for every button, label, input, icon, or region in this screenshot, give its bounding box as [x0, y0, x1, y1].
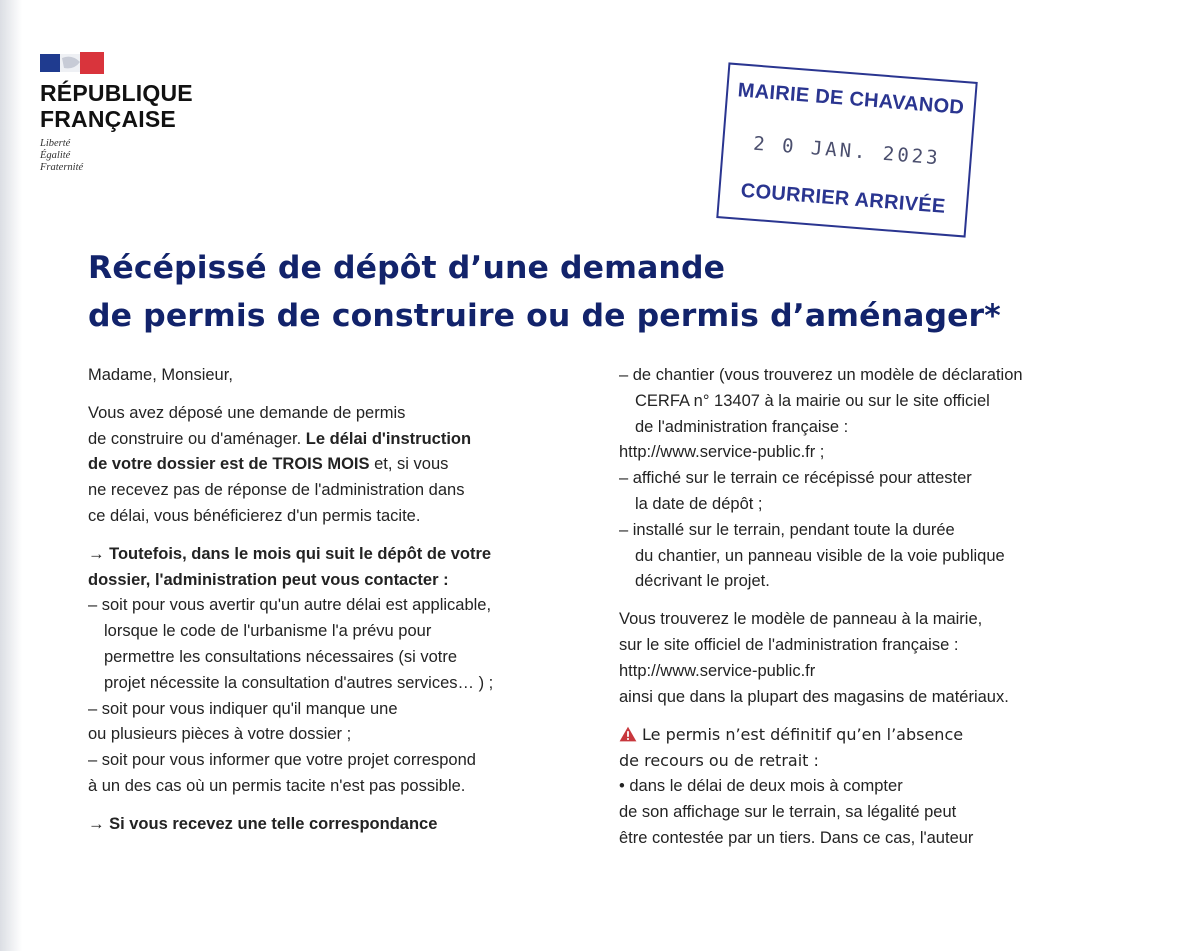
list-item: la date de dépôt ;: [635, 494, 763, 513]
devise-liberte: Liberté: [40, 138, 71, 149]
list-item: – soit pour vous avertir qu'un autre délai est applicable,: [88, 596, 492, 615]
url-text: http://www.service-public.fr: [619, 661, 816, 680]
p2-line: Vous trouverez le modèle de panneau à la mairie,: [619, 610, 983, 629]
devise-egalite: Égalité: [40, 150, 71, 161]
p1-line: ce délai, vous bénéficierez d'un permis tacite.: [88, 506, 421, 525]
list-item: – de chantier (vous trouverez un modèle de déclaration: [619, 366, 1023, 384]
republique-line2: FRANÇAISE: [40, 106, 176, 132]
list-item: permettre les consultations nécessaires (si votre: [104, 647, 458, 666]
bullet-item: • dans le délai de deux mois à compter: [619, 776, 903, 795]
list-item: ou plusieurs pièces à votre dossier ;: [88, 725, 352, 744]
delai-bold: de votre dossier est de TROIS MOIS: [88, 455, 370, 474]
right-column: [619, 363, 1179, 851]
bullet-item: être contestée par un tiers. Dans ce cas, l'auteur: [619, 828, 974, 847]
list-item: du chantier, un panneau visible de la voie publique: [635, 546, 1005, 565]
warning-line: de recours ou de retrait :: [619, 751, 819, 771]
list-item: projet nécessite la consultation d'autres services… ) ;: [104, 673, 494, 692]
p1-line: Vous avez déposé une demande de permis: [88, 403, 406, 422]
list-item: de l'administration française :: [635, 417, 849, 436]
list-item: lorsque le code de l'urbanisme l'a prévu pour: [104, 622, 432, 641]
list-item: – soit pour vous indiquer qu'il manque une: [88, 699, 398, 718]
warning-triangle-icon: [619, 726, 637, 742]
p1-line: de votre dossier est de TROIS MOIS et, si vous: [88, 455, 449, 474]
list-item: – installé sur le terrain, pendant toute la durée: [619, 520, 955, 539]
scan-edge-shadow: [0, 0, 22, 951]
devise-fraternite: Fraternité: [40, 162, 84, 173]
stamp-mairie-name: MAIRIE DE CHAVANOD: [737, 79, 965, 120]
stamp-courrier: COURRIER ARRIVÉE: [739, 179, 947, 218]
title-line2: de permis de construire ou de permis d’aménager*: [88, 298, 1001, 334]
p3-heading: → Si vous recevez une telle correspondance: [88, 814, 438, 833]
p2-line: ainsi que dans la plupart des magasins de matériaux.: [619, 687, 1009, 706]
url-text: http://www.service-public.fr ;: [619, 443, 825, 462]
p1-line: ne recevez pas de réponse de l'administration dans: [88, 481, 465, 500]
republique-line1: RÉPUBLIQUE: [40, 80, 193, 106]
list-item: CERFA n° 13407 à la mairie ou sur le site officiel: [635, 391, 990, 410]
list-item: à un des cas où un permis tacite n'est pas possible.: [88, 776, 466, 795]
p2-line: sur le site officiel de l'administration française :: [619, 635, 959, 654]
marianne-flag-icon: [40, 52, 104, 74]
list-item: décrivant le projet.: [635, 572, 770, 591]
mairie-stamp: [716, 62, 977, 237]
stamp-date: 2 0 JAN. 2023: [752, 132, 942, 170]
list-item: – affiché sur le terrain ce récépissé pour attester: [619, 469, 972, 488]
p1-line: de construire ou d'aménager. Le délai d'instruction: [88, 429, 472, 448]
left-column: [88, 363, 598, 838]
salutation: Madame, Monsieur,: [88, 366, 233, 384]
warning-line: Le permis n’est définitif qu’en l’absence: [619, 722, 1179, 748]
republique-francaise-logo-text: [40, 80, 240, 132]
devise: [40, 138, 83, 174]
p2-heading: dossier, l'administration peut vous contacter :: [88, 570, 449, 589]
delai-bold: Le délai d'instruction: [305, 429, 472, 448]
p2-heading: → Toutefois, dans le mois qui suit le dépôt de votre: [88, 544, 492, 563]
list-item: – soit pour vous informer que votre projet correspond: [88, 751, 476, 770]
bullet-item: de son affichage sur le terrain, sa légalité peut: [619, 802, 957, 821]
title-line1: Récépissé de dépôt d’une demande: [88, 250, 726, 286]
document-title: [88, 244, 1148, 340]
